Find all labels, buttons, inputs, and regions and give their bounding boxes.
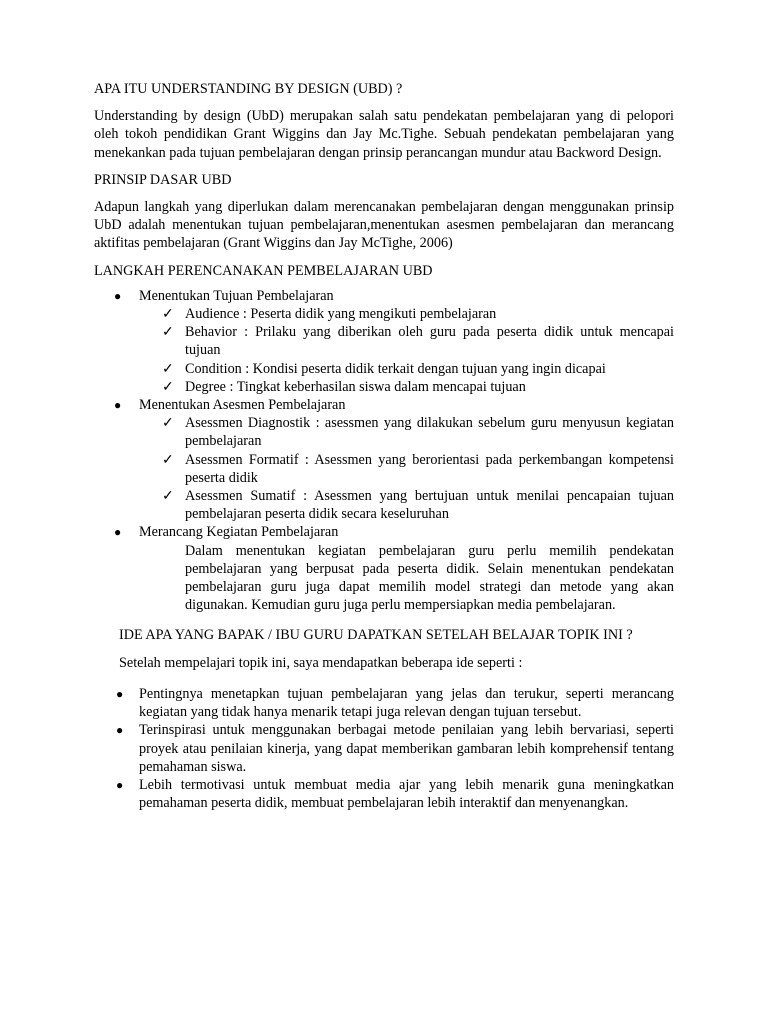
- list-item: ✓ Behavior : Prilaku yang diberikan oleh guru pada peserta didik untuk mencapai tujuan: [162, 324, 674, 359]
- list-item: ✓ Degree : Tingkat keberhasilan siswa dalam mencapai tujuan: [162, 378, 526, 395]
- list-item: ✓ Asessmen Diagnostik : asessmen yang dilakukan sebelum guru menyusun kegiatan pembelajaran: [162, 415, 674, 450]
- planning-steps-list: [94, 287, 674, 615]
- document-body: [94, 80, 674, 812]
- step-paragraph: Dalam menentukan kegiatan pembelajaran guru perlu memilih pendekatan pembelajaran yang berpusat pada peserta didik. Selain menentukan pendekatan pembelajaran guru juga dapat memilih model strategi dan metode yang akan digunakan. Kemudian guru juga perlu mempersiapkan media pembelajaran.: [185, 542, 674, 614]
- paragraph-ubd-definition: Understanding by design (UbD) merupakan salah satu pendekatan pembelajaran yang di pelopori oleh tokoh pendidikan Grant Wiggins dan Jay Mc.Tighe. Sebuah pendekatan pembelajaran yang menekankan pada tujuan pembelajaran dengan prinsip perancangan mundur atau Backword Design.: [94, 108, 674, 161]
- bullet-icon: ●: [116, 777, 124, 792]
- list-item: [94, 287, 674, 396]
- list-item: ● Lebih termotivasi untuk membuat media ajar yang lebih menarik guna meningkatkan pemahaman peserta didik, membuat pembelajaran lebih interaktif dan menyenangkan.: [116, 776, 674, 812]
- checkmark-icon: ✓: [162, 306, 174, 323]
- list-item: [94, 396, 674, 523]
- checkmark-icon: ✓: [162, 378, 174, 395]
- list-item: ✓ Asessmen Sumatif : Asessmen yang bertujuan untuk menilai pencapaian tujuan pembelajaran peserta didik secara keseluruhan: [162, 488, 674, 523]
- bullet-icon: ●: [114, 525, 122, 540]
- checkmark-icon: ✓: [162, 324, 174, 341]
- checkmark-icon: ✓: [162, 488, 174, 505]
- bullet-icon: ●: [114, 288, 122, 303]
- sub-list: [139, 305, 674, 396]
- reflection-intro: Setelah mempelajari topik ini, saya mendapatkan beberapa ide seperti :: [119, 654, 523, 671]
- list-item: ● Terinspirasi untuk menggunakan berbagai metode penilaian yang lebih bervariasi, seperti proyek atau penilaian kinerja, yang dapat memberikan gambaran lebih komprehensif tentang pemahaman siswa.: [116, 722, 674, 775]
- list-item: ● Pentingnya menetapkan tujuan pembelajaran yang jelas dan terukur, seperti merancang kegiatan yang tidak hanya menarik tetapi juga relevan dengan tujuan tersebut.: [116, 685, 674, 721]
- list-item: [94, 523, 674, 614]
- paragraph-basic-principles: Adapun langkah yang diperlukan dalam merencanakan pembelajaran dengan menggunakan prinsip UbD adalah menentukan tujuan pembelajaran,menentukan asesmen pembelajaran dan merancang aktifitas pembelajaran (Grant Wiggins dan Jay McTighe, 2006): [94, 199, 674, 252]
- list-item: ✓ Audience : Peserta didik yang mengikuti pembelajaran: [162, 306, 497, 323]
- heading-basic-principles: PRINSIP DASAR UBD: [94, 171, 232, 188]
- list-item: ✓ Condition : Kondisi peserta didik terkait dengan tujuan yang ingin dicapai: [162, 360, 606, 377]
- checkmark-icon: ✓: [162, 415, 174, 432]
- ideas-list: [116, 685, 674, 812]
- bullet-icon: ●: [114, 398, 122, 413]
- list-item: ✓ Asessmen Formatif : Asessmen yang berorientasi pada perkembangan kompetensi peserta didik: [162, 451, 674, 486]
- step-label: Menentukan Tujuan Pembelajaran: [139, 287, 334, 304]
- bullet-icon: ●: [116, 686, 124, 701]
- heading-what-is-ubd: APA ITU UNDERSTANDING BY DESIGN (UBD) ?: [94, 81, 403, 97]
- checkmark-icon: ✓: [162, 451, 174, 468]
- step-label: Merancang Kegiatan Pembelajaran: [139, 524, 339, 541]
- heading-planning-steps: LANGKAH PERENCANAKAN PEMBELAJARAN UBD: [94, 262, 433, 279]
- step-label: Menentukan Asesmen Pembelajaran: [139, 397, 346, 414]
- bullet-icon: ●: [116, 723, 124, 738]
- checkmark-icon: ✓: [162, 360, 174, 377]
- reflection-question: IDE APA YANG BAPAK / IBU GURU DAPATKAN SETELAH BELAJAR TOPIK INI ?: [119, 627, 633, 644]
- sub-list: [139, 414, 674, 523]
